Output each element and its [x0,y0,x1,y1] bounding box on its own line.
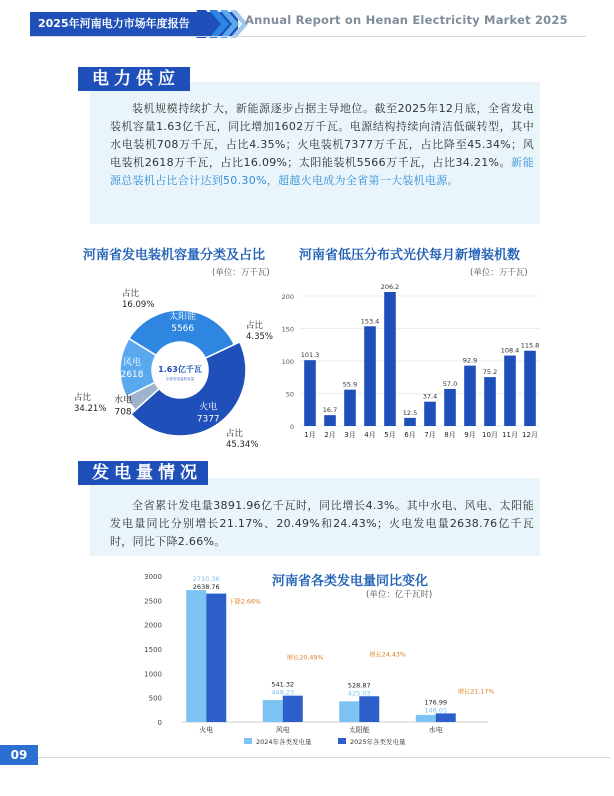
supply-heading [78,67,190,91]
monthly-chart-unit: (单位：万千瓦) [470,268,528,278]
monthly-bar-5月 [384,292,396,426]
monthly-bar-8月 [444,389,456,426]
pie-label-水电: 水电 [114,395,133,406]
monthly-bar-2月 [324,415,336,426]
monthly-value-label: 57.0 [442,379,458,388]
yoy-chart-unit: (单位：亿千瓦时) [366,590,433,600]
generation-heading [78,461,208,485]
monthly-value-label: 12.5 [402,408,418,417]
monthly-xtick: 7月 [424,431,436,439]
report-title: 2025年河南电力市场年度报告 [38,17,190,30]
monthly-bar-4月 [364,326,376,426]
yoy-bar-2025-火电 [206,594,226,722]
monthly-bar-3月 [344,390,356,426]
yoy-bar-2025-太阳能 [359,696,379,722]
pie-value-水电: 708 [114,407,132,418]
footer-divider [38,757,610,758]
legend-label-2024: 2024年各类发电量 [256,738,312,746]
pie-chart-title: 河南省发电装机容量分类及占比 [83,248,266,263]
monthly-xtick: 5月 [384,431,396,439]
yoy-xtick: 水电 [428,726,443,734]
monthly-bar-11月 [504,356,516,426]
yoy-change-annotation: 增长20.49% [286,654,324,662]
yoy-ytick: 3000 [144,573,162,581]
monthly-value-label: 101.3 [300,351,320,360]
monthly-value-label: 108.4 [500,346,520,355]
yoy-ytick: 2500 [144,597,162,606]
pie-chart [60,282,300,452]
yoy-label-2024: 449.23 [271,688,295,697]
monthly-xtick: 12月 [522,431,538,439]
header-stripes-decoration [196,10,248,38]
yoy-bar-2025-风电 [283,696,303,722]
supply-heading-text: 电力供应 [92,69,180,89]
pie-center-caption: 全省发电装机容量 [165,377,195,381]
pie-label-风电: 风电 [123,357,142,368]
monthly-xtick: 3月 [344,431,356,439]
page-number: 09 [10,748,28,762]
monthly-ytick: 50 [285,390,294,399]
pie-chart-unit: (单位：万千瓦) [212,268,270,278]
monthly-ytick: 150 [281,325,294,334]
monthly-xtick: 1月 [304,431,316,439]
pie-share-word-风电: 占比 [122,289,140,299]
monthly-value-label: 206.2 [380,284,400,291]
yoy-bar-2024-水电 [416,715,436,722]
yoy-change-annotation: 增长24.43% [369,651,406,659]
page-number-badge [0,745,38,765]
legend-swatch-2024 [244,738,252,744]
monthly-xtick: 8月 [444,431,456,439]
yoy-ytick: 0 [157,719,162,727]
pie-center-value: 1.63亿千瓦 [158,365,202,374]
yoy-ytick: 1000 [144,670,162,679]
pie-value-火电: 7377 [196,414,220,425]
monthly-ytick: 0 [289,423,294,431]
monthly-value-label: 75.2 [482,368,498,377]
yoy-label-2025: 176.99 [424,698,448,707]
report-subtitle-en: Annual Report on Henan Electricity Market 2025 [245,13,568,27]
yoy-label-2025: 528.87 [347,681,371,690]
supply-paragraph [110,100,534,190]
yoy-xtick: 火电 [199,726,214,734]
pie-value-太阳能: 5566 [171,324,195,335]
monthly-bar-1月 [304,360,316,426]
supply-text: 装机规模持续扩大，新能源逐步占据主导地位。截至2025年12月底，全省发电装机容量1.63亿千瓦，同比增加1602万千瓦。电源结构持续向清洁低碳转型，其中水电装机708万千瓦，占比4.35%；火电装机7377万千瓦，占比降至45.34%；风电装机2618万千瓦，占比16.09%；太阳能装机5566万千瓦，占比34.21%。 [110,102,534,169]
pie-share-word-太阳能: 占比 [74,393,92,403]
yoy-label-2024: 146.05 [424,706,448,715]
pie-share-太阳能: 34.21% [74,404,107,414]
yoy-ytick: 2000 [144,621,162,630]
monthly-bar-9月 [464,366,476,426]
monthly-bar-12月 [524,351,536,426]
supply-highlight: 新能源总装机占比合计达到50.30%，超越火电成为全省第一大装机电源。 [110,156,534,187]
yoy-bar-2025-水电 [436,713,456,722]
monthly-ytick: 200 [281,293,294,301]
monthly-xtick: 9月 [464,431,476,439]
pie-value-风电: 2618 [120,369,144,380]
pie-share-风电: 16.09% [122,300,155,310]
monthly-xtick: 2月 [324,431,336,439]
yoy-bar-chart [138,566,508,750]
pie-share-水电: 4.35% [246,332,274,342]
monthly-bar-7月 [424,402,436,426]
pie-label-火电: 火电 [199,402,218,413]
monthly-bar-6月 [404,418,416,426]
yoy-change-annotation: 下降2.66% [228,598,261,606]
monthly-value-label: 37.4 [422,392,438,401]
yoy-ytick: 500 [148,694,162,703]
monthly-value-label: 115.8 [520,341,540,350]
yoy-label-2025: 2638.76 [192,583,220,592]
yoy-change-annotation: 增长21.17% [457,688,495,696]
yoy-xtick: 风电 [275,726,290,734]
monthly-value-label: 16.7 [322,406,338,415]
pie-share-火电: 45.34% [226,440,259,450]
monthly-value-label: 92.9 [462,356,478,365]
monthly-ytick: 100 [281,358,294,366]
monthly-value-label: 55.9 [342,380,358,389]
monthly-xtick: 6月 [404,431,416,439]
yoy-label-2024: 425.03 [347,689,371,698]
monthly-chart-title: 河南省低压分布式光伏每月新增装机数 [299,248,521,263]
yoy-label-2025: 541.32 [271,680,295,689]
pie-share-word-水电: 占比 [246,321,264,331]
legend-label-2025: 2025年各类发电量 [350,738,406,746]
generation-paragraph: 全省累计发电量3891.96亿千瓦时，同比增长4.3%。其中水电、风电、太阳能发电量同比分别增长21.17%、20.49%和24.43%；火电发电量2638.76亿千瓦时，同比下降2.66%。 [110,499,534,548]
monthly-bar-chart [278,284,544,444]
monthly-xtick: 11月 [502,431,518,439]
yoy-chart-title: 河南省各类发电量同比变化 [272,574,429,589]
yoy-xtick: 太阳能 [348,726,370,734]
yoy-bar-2024-太阳能 [339,701,359,722]
monthly-value-label: 153.4 [360,317,380,326]
yoy-bar-2024-火电 [186,590,206,722]
monthly-bar-10月 [484,377,496,426]
generation-heading-text: 发电量情况 [92,463,202,483]
pie-label-太阳能: 太阳能 [169,312,197,323]
header-divider [30,36,586,37]
yoy-bar-2024-风电 [263,700,283,722]
pie-share-word-火电: 占比 [226,429,244,439]
legend-swatch-2025 [338,738,346,744]
monthly-xtick: 10月 [482,431,498,439]
yoy-label-2024: 2710.36 [192,575,220,584]
monthly-xtick: 4月 [364,431,376,439]
yoy-ytick: 1500 [144,646,162,654]
